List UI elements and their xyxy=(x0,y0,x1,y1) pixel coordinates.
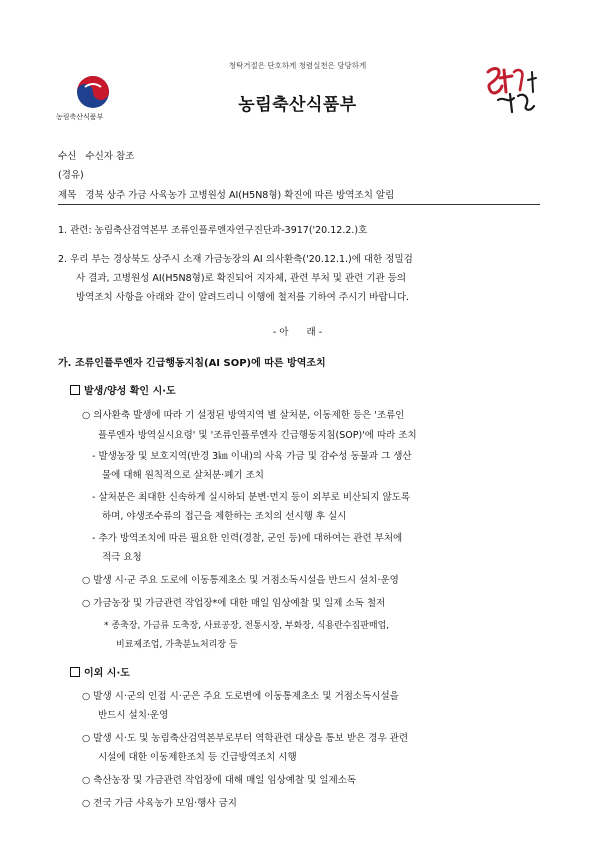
via-line: (경유) xyxy=(58,170,84,181)
sub2-line-5: ○ 축산농장 및 가금관련 작업장에 대해 매일 임상예찰 및 일제소독 xyxy=(82,775,357,786)
item-2-line-3: 방역조치 사항을 아래와 같이 알려드리니 이행에 철저를 기하여 주시기 바랍니다. xyxy=(76,292,410,303)
sub2-line-1: ○ 발생 시·군의 인접 시·군은 주요 도로변에 이동통제초소 및 거점소독시설을 xyxy=(82,691,399,702)
sub1-line-12: 비료제조업, 가축분뇨처리장 등 xyxy=(116,640,238,650)
subject-line xyxy=(58,187,394,201)
recipient-line xyxy=(58,148,134,162)
subsection-1-title: 발생/양성 확인 시·도 xyxy=(84,386,176,397)
sub1-line-6: 하며, 야생조수류의 접근을 제한하는 조치의 선시행 후 실시 xyxy=(102,511,347,522)
sub1-line-2: 플루엔자 방역실시요령' 및 '조류인플루엔자 긴급행동지침(SOP)'에 따라 조치 xyxy=(98,430,417,441)
sub1-line-10: ○ 가금농장 및 가금관련 작업장*에 대한 매일 임상예찰 및 일제 소독 철저 xyxy=(82,598,386,609)
subsection-2-title: 이외 시·도 xyxy=(84,668,130,679)
sub2-line-2: 반드시 설치·운영 xyxy=(98,710,169,721)
sub1-line-8: 적극 요청 xyxy=(102,552,142,563)
sub2-line-6: ○ 전국 가금 사육농가 모임·행사 금지 xyxy=(82,798,237,809)
sub1-line-3: - 발생농장 및 보호지역(반경 3㎞ 이내)의 사육 가금 및 감수성 동물과 그 생산 xyxy=(92,451,412,462)
subsection-1-heading xyxy=(70,382,176,397)
slogan-logo xyxy=(478,62,544,118)
sub1-line-11: * 종축장, 가금류 도축장, 사료공장, 전통시장, 부화장, 식용란수집판매업, xyxy=(104,621,390,631)
emblem-label: 농림축산식품부 xyxy=(56,113,104,121)
below-heading: - 아 래 - xyxy=(272,327,323,338)
subject-value: 경북 상주 가금 사육농가 고병원성 AI(H5N8형) 확진에 따른 방역조치 알림 xyxy=(85,190,395,201)
sub1-line-7: - 추가 방역조치에 따른 필요한 인력(경찰, 군인 등)에 대하여는 관련 부처에 xyxy=(92,533,403,544)
section-ga-heading: 가. 조류인플루엔자 긴급행동지침(AI SOP)에 따른 방역조치 xyxy=(58,358,326,369)
recipient-value: 수신자 참조 xyxy=(85,151,135,162)
checkbox-square-icon xyxy=(70,667,80,677)
sub1-line-4: 물에 대해 원칙적으로 살처분·폐기 조치 xyxy=(102,470,264,481)
subsection-2-heading xyxy=(70,664,130,679)
ministry-title: 농림축산식품부 xyxy=(238,95,357,115)
item-2-line-2: 사 결과, 고병원성 AI(H5N8형)로 확진되어 지자체, 관련 부처 및 관련 기관 등의 xyxy=(76,273,407,284)
subject-divider xyxy=(58,204,540,205)
sub2-line-4: 시설에 대한 이동제한조치 등 긴급방역조치 시행 xyxy=(98,752,297,763)
item-2-line-1: 2. 우리 부는 경상북도 상주시 소재 가금농장의 AI 의사환축('20.12.1.)에 대한 정밀검 xyxy=(58,254,413,265)
sub2-line-3: ○ 발생 시·도 및 농림축산검역본부로부터 역학관련 대상을 통보 받은 경우 관련 xyxy=(82,733,408,744)
subject-label: 제목 xyxy=(58,190,77,201)
sub1-line-9: ○ 발생 시·군 주요 도로에 이동통제초소 및 거점소독시설을 반드시 설치·운영 xyxy=(82,575,399,586)
checkbox-square-icon xyxy=(70,385,80,395)
motto: 청탁거절은 단호하게 청렴실천은 당당하게 xyxy=(228,61,367,70)
item-1: 1. 관련: 농림축산검역본부 조류인플루엔자연구진단과-3917('20.12.2.)호 xyxy=(58,225,368,236)
recipient-label: 수신 xyxy=(58,151,77,162)
sub1-line-1: ○ 의사환축 발생에 따라 기 설정된 방역지역 별 살처분, 이동제한 등은 '조류인 xyxy=(82,410,405,421)
sub1-line-5: - 살처분은 최대한 신속하게 실시하되 분변·먼지 등이 외부로 비산되지 않도록 xyxy=(92,492,411,503)
